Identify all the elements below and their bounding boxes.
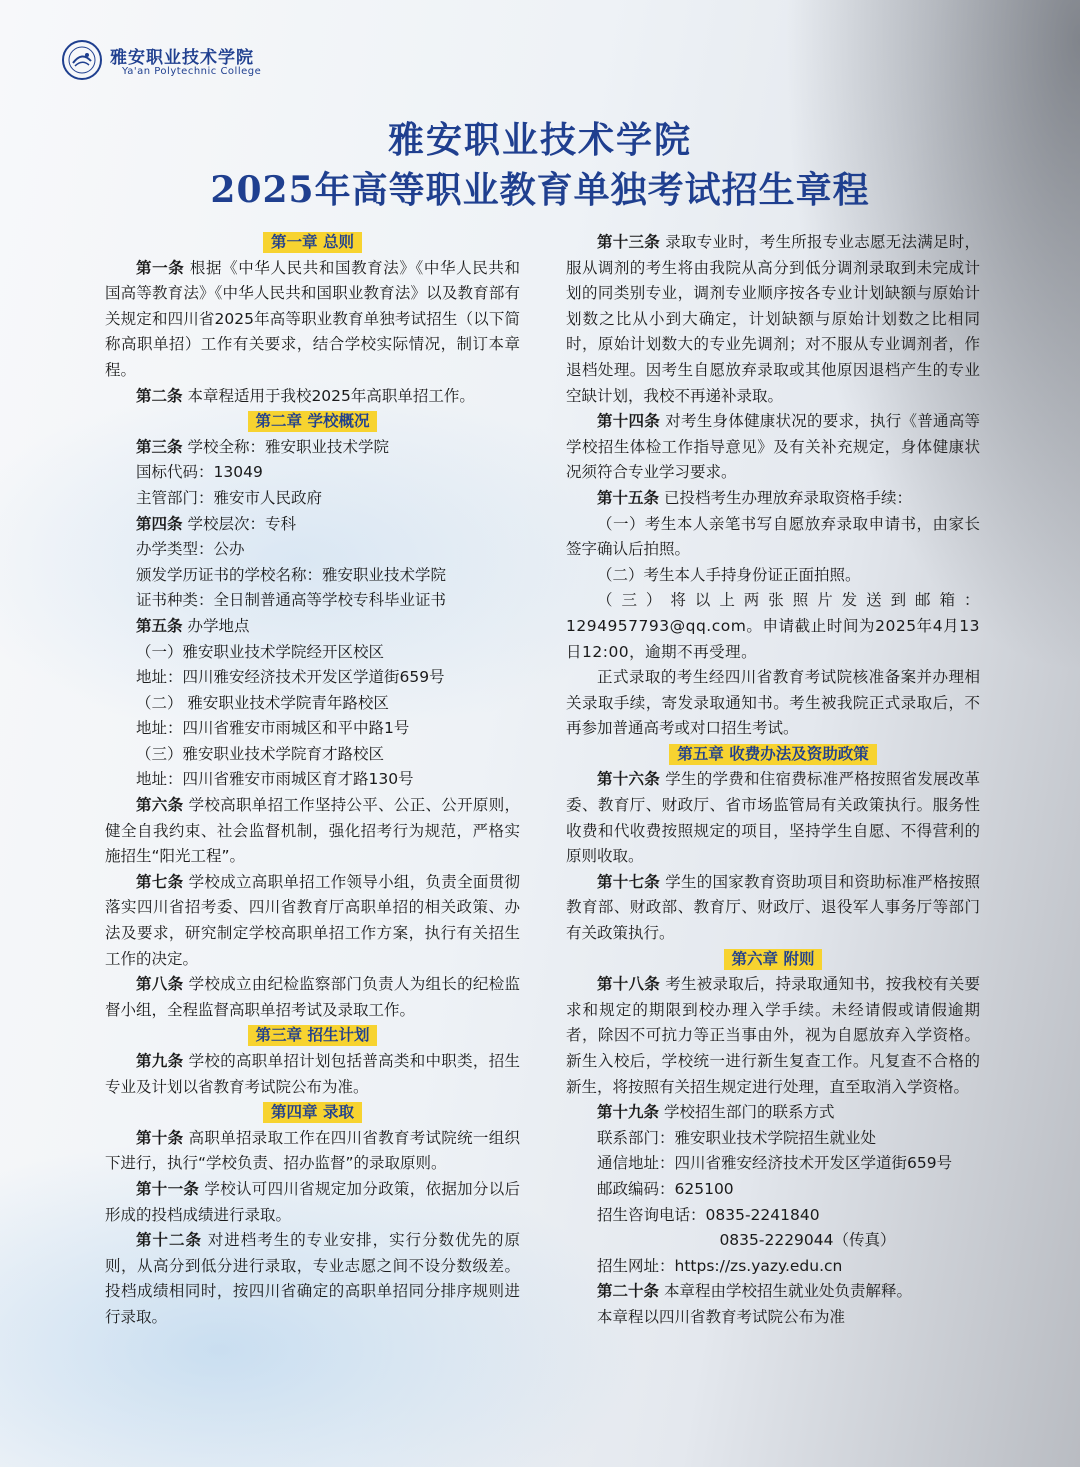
- campus-2: （二） 雅安职业技术学院青年路校区: [136, 693, 389, 712]
- article-6: 第六条 学校高职单招工作坚持公平、公正、公开原则，健全自我约束、社会监督机制，强化招考行为规范，严格实施招生“阳光工程”。: [105, 796, 520, 866]
- article-18: 第十八条 考生被录取后，持录取通知书，按我校有关要求和规定的期限到校办理入学手续。未经请假或请假逾期者，除因不可抗力等正当事由外，视为自愿放弃入学资格。新生入校后，学校统一进行新生复查工作。凡复查不合格的新生，将按照有关招生规定进行处理，直至取消入学资格。: [566, 975, 980, 1096]
- article-19: 第十九条 学校招生部门的联系方式: [597, 1103, 835, 1122]
- article-20: 第二十条 本章程由学校招生就业处负责解释。: [597, 1282, 912, 1301]
- contact-fax: 0835-2229044（传真）: [719, 1231, 896, 1250]
- school-type: 办学类型：公办: [136, 540, 245, 559]
- article-7: 第七条 学校成立高职单招工作领导小组，负责全面贯彻落实四川省招考委、四川省教育厅高职单招的相关政策、办法及要求，研究制定学校高职单招工作方案，执行有关招生工作的决定。: [105, 872, 520, 968]
- page-title-line1: 雅安职业技术学院: [387, 119, 692, 161]
- contact-address: 通信地址：四川省雅安经济技术开发区学道街659号: [597, 1154, 953, 1173]
- article-13: 第十三条 录取专业时，考生所报专业志愿无法满足时，服从调剂的考生将由我院从高分到低分调剂录取到未完成计划的同类别专业，调剂专业顺序按各专业计划缺额与原始计划数之比从小到大确定，计划缺额与原始计划数之比相同时，原始计划数大的专业先调剂；对不服从专业调剂者，作退档处理。因考生自愿放弃录取或其他原因退档产生的专业空缺计划，我校不再递补录取。: [566, 233, 980, 405]
- campus-3-address: 地址：四川省雅安市雨城区育才路130号: [136, 770, 414, 789]
- contact-zip: 邮政编码：625100: [597, 1179, 734, 1198]
- school-code: 国标代码：13049: [136, 463, 263, 482]
- article-5: 第五条 办学地点: [136, 616, 250, 635]
- contact-phone: 招生咨询电话：0835-2241840: [597, 1205, 820, 1224]
- article-3: 第三条 学校全称：雅安职业技术学院: [136, 437, 389, 456]
- school-emblem-icon: [62, 40, 102, 80]
- article-9: 第九条 学校的高职单招计划包括普高类和中职类，招生专业及计划以省教育考试院公布为准。: [105, 1052, 520, 1096]
- page-title-line2: 2025年高等职业教育单独考试招生章程: [210, 169, 870, 211]
- chapter-heading: 第一章 总则: [105, 230, 520, 256]
- article-15-item-2: （二）考生本人手持身份证正面拍照。: [597, 565, 861, 584]
- campus-2-address: 地址：四川省雅安市雨城区和平中路1号: [136, 719, 410, 738]
- article-17: 第十七条 学生的国家教育资助项目和资助标准严格按照教育部、财政部、教育厅、财政厅、退役军人事务厅等部门有关政策执行。: [566, 872, 980, 943]
- chapter-heading: 第三章 招生计划: [105, 1023, 520, 1049]
- article-16: 第十六条 学生的学费和住宿费标准严格按照省发展改革委、教育厅、财政厅、省市场监管局有关政策执行。服务性收费和代收费按照规定的项目，坚持学生自愿、不得营利的原则收取。: [566, 770, 980, 866]
- article-15: 第十五条 已投档考生办理放弃录取资格手续：: [597, 488, 912, 507]
- chapter-heading: 第五章 收费办法及资助政策: [566, 742, 980, 768]
- school-dept: 主管部门：雅安市人民政府: [136, 488, 323, 507]
- article-15-item-1: （一）考生本人亲笔书写自愿放弃录取申请书，由家长签字确认后拍照。: [566, 514, 980, 559]
- article-1: 第一条 根据《中华人民共和国教育法》《中华人民共和国高等教育法》《中华人民共和国职业教育法》以及教育部有关规定和四川省2025年高等职业教育单独考试招生（以下简称高职单招）工作有关要求，结合学校实际情况，制订本章程。: [105, 258, 520, 379]
- article-12: 第十二条 对进档考生的专业安排，实行分数优先的原则，从高分到低分进行录取，专业志愿之间不设分数级差。投档成绩相同时，按四川省确定的高职单招同分排序规则进行录取。: [105, 1231, 520, 1326]
- school-name-en: Ya'an Polytechnic College: [122, 66, 262, 77]
- header-logo-block: [62, 40, 302, 84]
- chapter-heading: 第四章 录取: [105, 1100, 520, 1126]
- cert-type: 证书种类：全日制普通高等学校专科毕业证书: [136, 591, 447, 610]
- cert-school: 颁发学历证书的学校名称：雅安职业技术学院: [136, 565, 447, 584]
- right-column: [566, 230, 980, 1331]
- article-2: 第二条 本章程适用于我校2025年高职单招工作。: [136, 386, 475, 405]
- article-8: 第八条 学校成立由纪检监察部门负责人为组长的纪检监督小组，全程监督高职单招考试及录取工作。: [105, 975, 520, 1019]
- chapter-heading: 第六章 附则: [566, 947, 980, 973]
- campus-1-address: 地址：四川雅安经济技术开发区学道街659号: [136, 668, 445, 687]
- contact-dept: 联系部门：雅安职业技术学院招生就业处: [597, 1128, 877, 1147]
- article-10: 第十条 高职单招录取工作在四川省教育考试院统一组织下进行，执行“学校负责、招办监督”的录取原则。: [105, 1128, 520, 1173]
- school-name-cn: 雅安职业技术学院: [110, 48, 254, 68]
- article-4: 第四条 学校层次：专科: [136, 514, 296, 533]
- article-15-note: 正式录取的考生经四川省教育考试院核准备案并办理相关录取手续，寄发录取通知书。考生被我院正式录取后，不再参加普通高考或对口招生考试。: [566, 668, 980, 738]
- final-note: 本章程以四川省教育考试院公布为准: [597, 1307, 846, 1326]
- article-11: 第十一条 学校认可四川省规定加分政策，依据加分以后形成的投档成绩进行录取。: [105, 1179, 520, 1224]
- contact-website: 招生网址：https://zs.yazy.edu.cn: [597, 1256, 843, 1275]
- left-column: [105, 230, 520, 1331]
- article-14: 第十四条 对考生身体健康状况的要求，执行《普通高等学校招生体检工作指导意见》及有关补充规定，身体健康状况须符合专业学习要求。: [566, 412, 980, 482]
- chapter-heading: 第二章 学校概况: [105, 409, 520, 435]
- article-15-item-3: （三）将以上两张照片发送到邮箱：1294957793@qq.com。申请截止时间为2025年4月13日12:00，逾期不再受理。: [566, 591, 980, 661]
- campus-3: （三）雅安职业技术学院育才路校区: [136, 744, 385, 763]
- campus-1: （一）雅安职业技术学院经开区校区: [136, 642, 385, 661]
